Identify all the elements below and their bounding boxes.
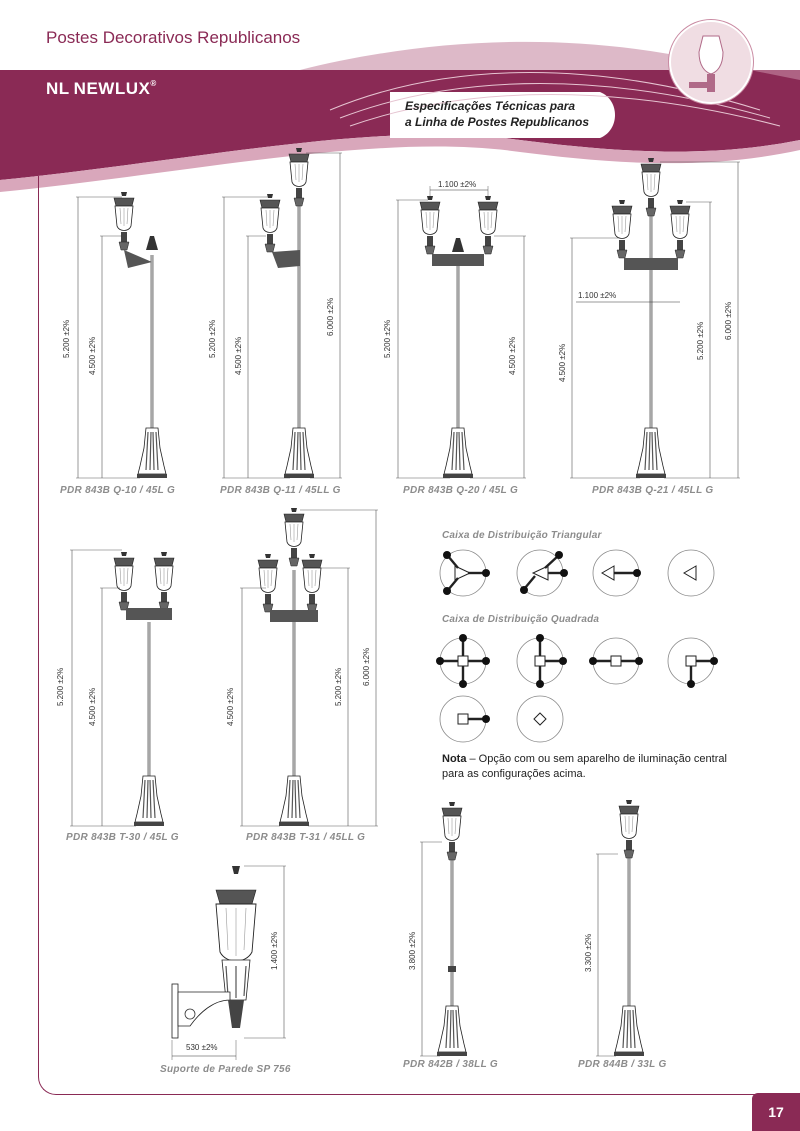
product-label-q11: PDR 843B Q-11 / 45LL G — [220, 485, 341, 496]
spec-subtitle-line1: Especificações Técnicas para — [405, 99, 576, 113]
dim-t30-total: 5.200 ±2% — [56, 667, 65, 706]
square-box-1-way — [440, 696, 490, 742]
dim-q21-top: 6.000 ±2% — [724, 301, 733, 340]
square-box-title: Caixa de Distribuição Quadrada — [442, 614, 600, 625]
square-box-3-way — [517, 634, 567, 688]
triangular-box-title: Caixa de Distribuição Triangular — [442, 530, 602, 541]
dim-q20-span: 1.100 ±2% — [438, 180, 477, 189]
dim-q20-arm: 4.500 ±2% — [508, 336, 517, 375]
post-drawing-t31 — [240, 508, 378, 826]
dim-t31-total: 5.200 ±2% — [334, 667, 343, 706]
tri-box-2-way — [517, 550, 568, 596]
product-label-t31: PDR 843B T-31 / 45LL G — [246, 832, 366, 843]
dim-bracket-depth: 530 ±2% — [186, 1043, 218, 1052]
square-box-2-way-straight — [589, 638, 643, 684]
post-drawing-q20 — [396, 186, 526, 478]
dim-bracket-height: 1.400 ±2% — [270, 931, 279, 970]
dim-t30-arm: 4.500 ±2% — [88, 687, 97, 726]
post-drawing-842b — [420, 802, 467, 1056]
product-label-q20: PDR 843B Q-20 / 45L G — [403, 485, 519, 496]
post-drawing-q11 — [222, 148, 342, 478]
note-label: Nota — [442, 753, 467, 765]
dim-q11-top: 6.000 ±2% — [326, 297, 335, 336]
square-box-2-way-corner — [668, 638, 718, 688]
note-text: – Opção com ou sem aparelho de iluminação central para as configurações acima. — [442, 753, 727, 780]
dim-q20-total: 5.200 ±2% — [383, 319, 392, 358]
dim-q10-arm: 4.500 ±2% — [88, 336, 97, 375]
brand-mark: NL — [46, 79, 70, 98]
post-drawing-q21 — [570, 158, 740, 478]
square-box-4-way — [436, 634, 490, 688]
dim-q21-arm: 4.500 ±2% — [558, 343, 567, 382]
spec-subtitle-line2: a Linha de Postes Republicanos — [405, 115, 590, 129]
post-drawing-t30 — [70, 550, 174, 826]
page-header-title: Postes Decorativos Republicanos — [46, 28, 301, 47]
product-label-q21: PDR 843B Q-21 / 45LL G — [592, 485, 714, 496]
dim-t31-arm: 4.500 ±2% — [226, 687, 235, 726]
wall-bracket-drawing — [172, 866, 286, 1060]
dim-q21-span: 1.100 ±2% — [578, 291, 617, 300]
dim-q11-total: 5.200 ±2% — [208, 319, 217, 358]
post-drawing-q10 — [76, 192, 167, 478]
tri-box-1-way — [593, 550, 641, 596]
dim-842b-height: 3.800 ±2% — [408, 931, 417, 970]
post-drawing-844b — [596, 800, 644, 1056]
brand-name: NEWLUX — [73, 79, 151, 98]
configuration-note — [442, 752, 732, 782]
product-label-844b: PDR 844B / 33L G — [578, 1059, 667, 1070]
tri-box-3-way — [440, 550, 490, 596]
product-label-q10: PDR 843B Q-10 / 45L G — [60, 485, 176, 496]
dim-q11-arm: 4.500 ±2% — [234, 336, 243, 375]
page-number: 17 — [752, 1093, 800, 1131]
product-label-842b: PDR 842B / 38LL G — [403, 1059, 498, 1070]
dim-t31-top: 6.000 ±2% — [362, 647, 371, 686]
dim-q10-total: 5.200 ±2% — [62, 319, 71, 358]
square-distribution-diagrams — [436, 634, 718, 742]
triangular-distribution-diagrams — [440, 550, 714, 596]
square-box-0-way — [517, 696, 563, 742]
tri-box-0-way — [668, 550, 714, 596]
dim-q21-total: 5.200 ±2% — [696, 321, 705, 360]
product-label-t30: PDR 843B T-30 / 45L G — [66, 832, 179, 843]
dim-844b-height: 3.300 ±2% — [584, 933, 593, 972]
brand-registered: ® — [150, 79, 157, 88]
product-label-sp756: Suporte de Parede SP 756 — [160, 1064, 291, 1075]
